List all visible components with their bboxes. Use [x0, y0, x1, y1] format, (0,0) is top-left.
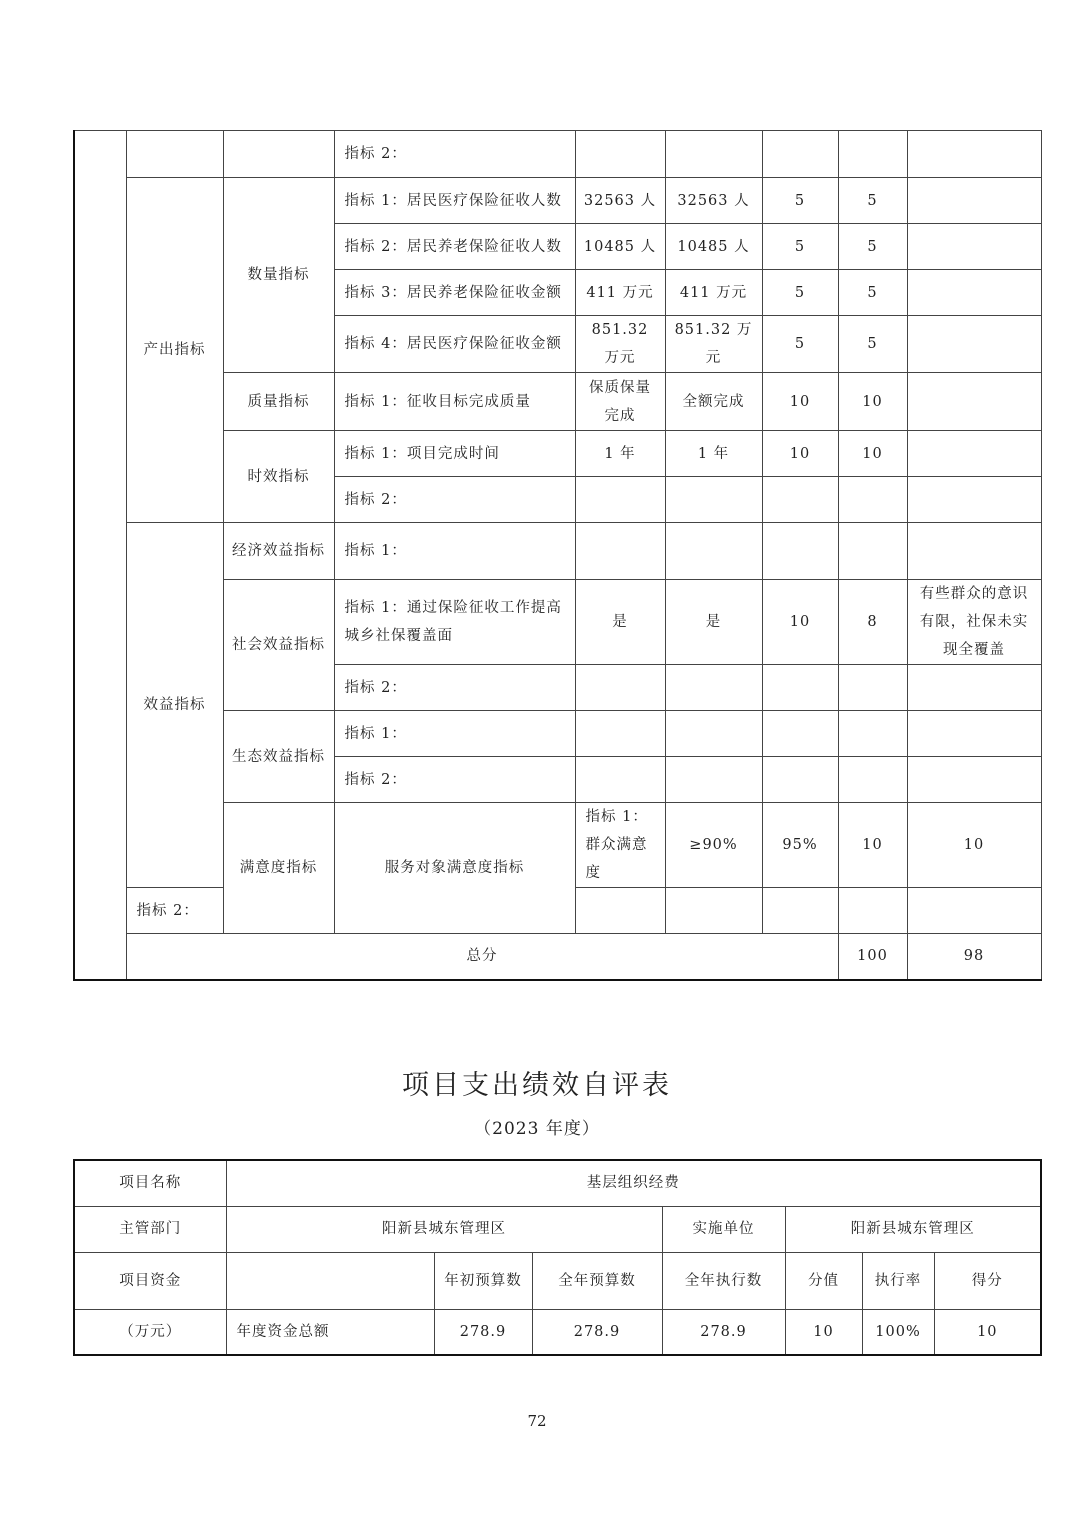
impl-value: 阳新县城东管理区 [785, 1206, 1041, 1252]
target-cell: 411 万元 [575, 270, 665, 316]
impl-label: 实施单位 [662, 1206, 785, 1252]
page-title: 项目支出绩效自评表 [402, 1070, 672, 1101]
target-cell: 是 [575, 580, 665, 665]
table-row [74, 1160, 1041, 1206]
indicator-cell: 指标 2： [334, 665, 575, 711]
indicator-cell: 指标 2： [334, 757, 575, 803]
header-execution: 全年执行数 [662, 1252, 785, 1309]
total-row [74, 934, 1041, 980]
indicator-cell: 指标 1：项目完成时间 [334, 431, 575, 477]
annual-budget-value: 278.9 [532, 1309, 662, 1355]
target-cell: 32563 人 [575, 178, 665, 224]
score-cell: 5 [762, 224, 838, 270]
got-cell: 5 [838, 178, 907, 224]
got-cell: 5 [838, 316, 907, 373]
project-expenditure-table [73, 1159, 1042, 1356]
score-cell: 5 [762, 316, 838, 373]
actual-cell: 是 [665, 580, 762, 665]
satisfaction-indicator-label: 满意度指标 [223, 803, 334, 934]
got-cell: 10 [838, 431, 907, 477]
output-indicator-label: 产出指标 [126, 178, 223, 523]
target-cell: ≥90% [665, 803, 762, 888]
indicator-cell: 指标 2： [334, 477, 575, 523]
deduction-note: 有些群众的意识有限，社保未实现全覆盖 [907, 580, 1041, 665]
total-label: 总分 [126, 934, 838, 980]
got-cell: 5 [838, 270, 907, 316]
header-initial-budget: 年初预算数 [434, 1252, 532, 1309]
indicator-cell: 指标 2：居民养老保险征收人数 [334, 224, 575, 270]
ecological-indicator-label: 生态效益指标 [223, 711, 334, 803]
performance-indicator-table [73, 130, 1042, 981]
timeliness-indicator-label: 时效指标 [223, 431, 334, 523]
social-indicator-label: 社会效益指标 [223, 580, 334, 711]
indicator-cell: 指标 2： [334, 131, 575, 178]
got-value: 10 [934, 1309, 1041, 1355]
fund-label: 项目资金 [74, 1252, 226, 1309]
project-name-value: 基层组织经费 [226, 1160, 1041, 1206]
header-got: 得分 [934, 1252, 1041, 1309]
indicator-cell: 指标 1： [334, 523, 575, 580]
quantity-indicator-label: 数量指标 [223, 178, 334, 373]
actual-cell: 1 年 [665, 431, 762, 477]
target-cell: 851.32 万元 [575, 316, 665, 373]
execution-value: 278.9 [662, 1309, 785, 1355]
header-annual-budget: 全年预算数 [532, 1252, 662, 1309]
header-rate: 执行率 [862, 1252, 934, 1309]
indicator-cell: 指标 1：居民医疗保险征收人数 [334, 178, 575, 224]
actual-cell: 411 万元 [665, 270, 762, 316]
got-cell: 8 [838, 580, 907, 665]
got-cell: 5 [838, 224, 907, 270]
actual-cell: 851.32 万元 [665, 316, 762, 373]
first-level-indicator-cell [74, 131, 126, 980]
indicator-cell: 指标 3：居民养老保险征收金额 [334, 270, 575, 316]
table-row [74, 1309, 1041, 1355]
table-row [74, 131, 1041, 178]
score-value: 10 [785, 1309, 862, 1355]
table-row [74, 1252, 1041, 1309]
unit-label: （万元） [74, 1309, 226, 1355]
table-row [74, 178, 1041, 224]
total-score: 100 [838, 934, 907, 980]
score-cell: 10 [762, 431, 838, 477]
score-cell: 5 [762, 178, 838, 224]
project-name-label: 项目名称 [74, 1160, 226, 1206]
indicator-cell: 指标 1：群众满意度 [575, 803, 665, 888]
actual-cell: 全额完成 [665, 373, 762, 431]
got-cell: 10 [907, 803, 1041, 888]
score-cell: 5 [762, 270, 838, 316]
got-cell: 10 [838, 373, 907, 431]
target-cell: 10485 人 [575, 224, 665, 270]
indicator-cell: 指标 1： [334, 711, 575, 757]
indicator-cell: 指标 2： [126, 888, 223, 934]
total-funds-label: 年度资金总额 [226, 1309, 434, 1355]
page-number: 72 [527, 1412, 547, 1430]
score-cell: 10 [762, 373, 838, 431]
table-row [74, 1206, 1041, 1252]
actual-cell: 10485 人 [665, 224, 762, 270]
actual-cell: 32563 人 [665, 178, 762, 224]
actual-cell: 95% [762, 803, 838, 888]
header-score: 分值 [785, 1252, 862, 1309]
dept-label: 主管部门 [74, 1206, 226, 1252]
indicator-cell: 指标 1：通过保险征收工作提高城乡社保覆盖面 [334, 580, 575, 665]
dept-value: 阳新县城东管理区 [226, 1206, 662, 1252]
target-cell: 1 年 [575, 431, 665, 477]
rate-value: 100% [862, 1309, 934, 1355]
initial-budget-value: 278.9 [434, 1309, 532, 1355]
indicator-cell: 指标 4：居民医疗保险征收金额 [334, 316, 575, 373]
service-satisfaction-label: 服务对象满意度指标 [334, 803, 575, 934]
page-subtitle: （2023 年度） [474, 1119, 600, 1139]
indicator-cell: 指标 1：征收目标完成质量 [334, 373, 575, 431]
score-cell: 10 [762, 580, 838, 665]
quality-indicator-label: 质量指标 [223, 373, 334, 431]
target-cell: 保质保量完成 [575, 373, 665, 431]
score-cell: 10 [838, 803, 907, 888]
economic-indicator-label: 经济效益指标 [223, 523, 334, 580]
total-got: 98 [907, 934, 1041, 980]
table-row [74, 523, 1041, 580]
benefit-indicator-label: 效益指标 [126, 523, 223, 888]
